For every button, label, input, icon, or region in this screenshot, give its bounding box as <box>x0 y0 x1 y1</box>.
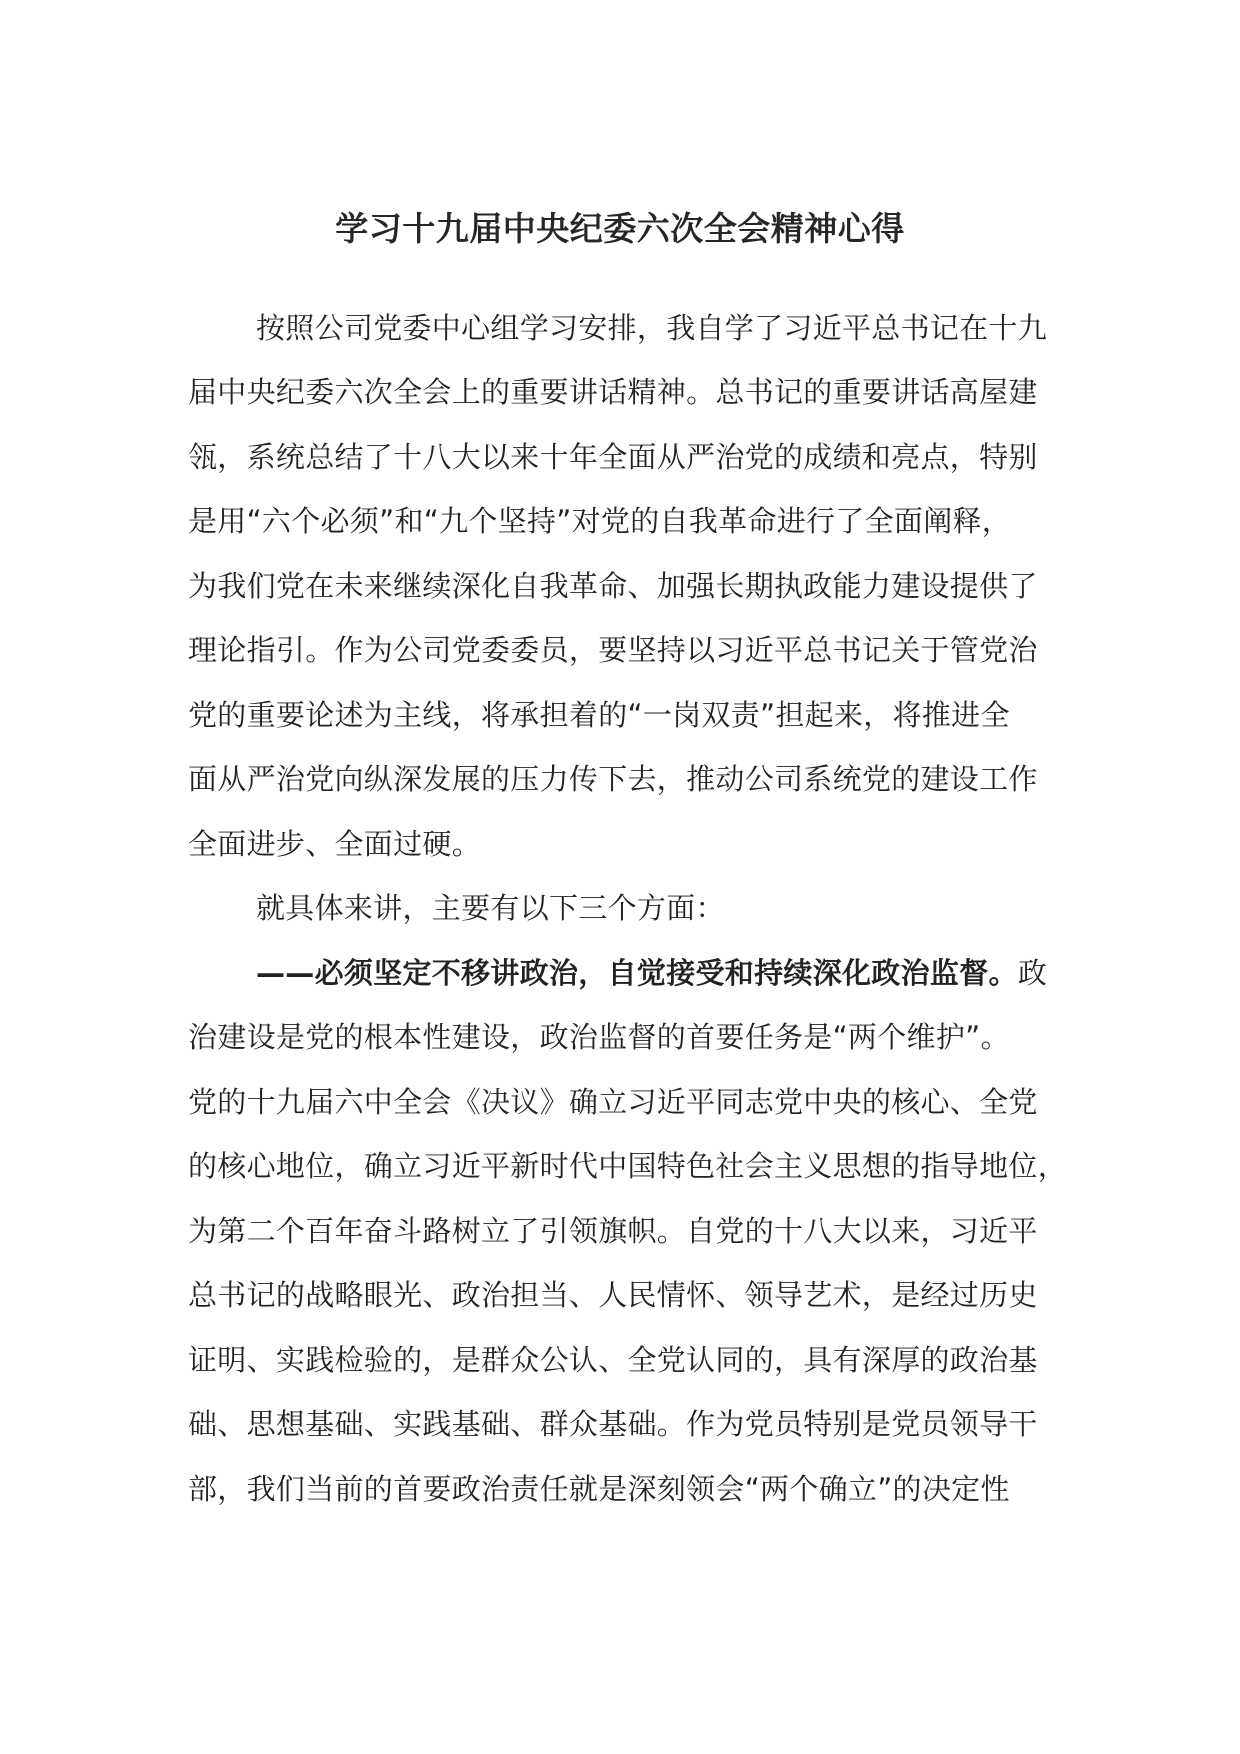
paragraph-line: 础、思想基础、实践基础、群众基础。作为党员特别是党员领导干 <box>188 1407 1038 1441</box>
paragraph-line: 的核心地位，确立习近平新时代中国特色社会主义思想的指导地位， <box>188 1149 1068 1183</box>
paragraph-line: 是用“六个必须”和“九个坚持”对党的自我革命进行了全面阐释， <box>188 504 1012 538</box>
point-one-tail: 政 <box>1017 956 1048 990</box>
paragraph-line: 瓴，系统总结了十八大以来十年全面从严治党的成绩和亮点，特别 <box>188 440 1038 474</box>
paragraph-line: 就具体来讲，主要有以下三个方面： <box>256 891 725 925</box>
point-one-line <box>256 953 1047 993</box>
paragraph-line: 届中央纪委六次全会上的重要讲话精神。总书记的重要讲话高屋建 <box>188 375 1038 409</box>
document-title: 学习十九届中央纪委六次全会精神心得 <box>335 209 905 248</box>
paragraph-line: 理论指引。作为公司党委委员，要坚持以习近平总书记关于管党治 <box>188 633 1038 667</box>
paragraph-line: 总书记的战略眼光、政治担当、人民情怀、领导艺术，是经过历史 <box>188 1278 1038 1312</box>
paragraph-line: 证明、实践检验的，是群众公认、全党认同的，具有深厚的政治基 <box>188 1343 1038 1377</box>
paragraph-line: 按照公司党委中心组学习安排，我自学了习近平总书记在十九 <box>256 311 1048 345</box>
paragraph-line: 治建设是党的根本性建设，政治监督的首要任务是“两个维护”。 <box>188 1020 1010 1054</box>
paragraph-line: 为我们党在未来继续深化自我革命、加强长期执政能力建设提供了 <box>188 569 1038 603</box>
point-one-heading: ——必须坚定不移讲政治，自觉接受和持续深化政治监督。 <box>256 956 1018 990</box>
paragraph-line: 部，我们当前的首要政治责任就是深刻领会“两个确立”的决定性 <box>188 1472 1010 1506</box>
paragraph-line: 面从严治党向纵深发展的压力传下去，推动公司系统党的建设工作 <box>188 762 1038 796</box>
paragraph-line: 为第二个百年奋斗路树立了引领旗帜。自党的十八大以来，习近平 <box>188 1214 1038 1248</box>
paragraph-line: 党的十九届六中全会《决议》确立习近平同志党中央的核心、全党 <box>188 1085 1038 1119</box>
paragraph-line: 党的重要论述为主线，将承担着的“一岗双责”担起来，将推进全 <box>188 698 1010 732</box>
paragraph-line: 全面进步、全面过硬。 <box>188 827 482 861</box>
